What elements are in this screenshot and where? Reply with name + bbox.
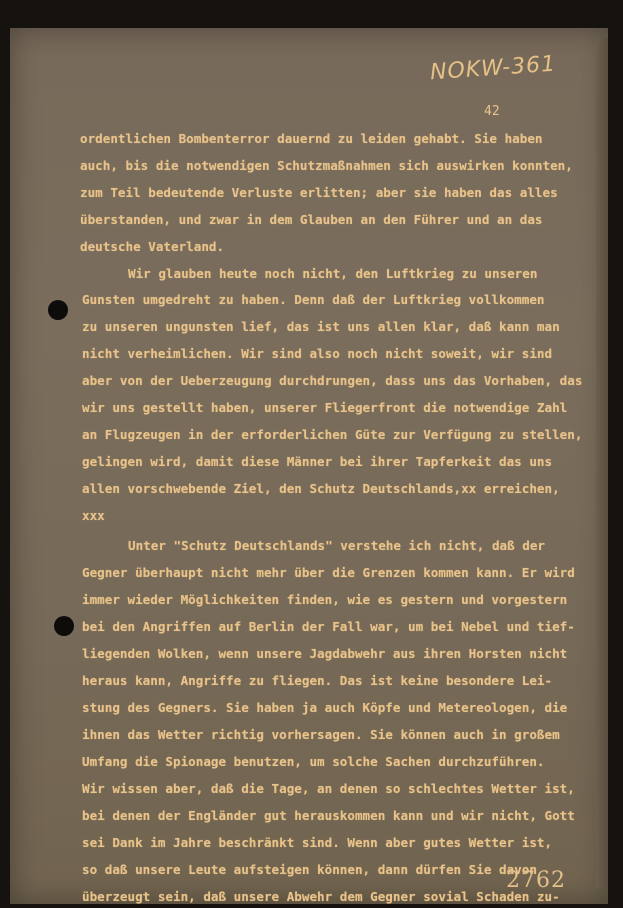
text-line: xxx	[82, 508, 105, 523]
document-reference-code: NOKW-361	[429, 51, 557, 86]
text-line: heraus kann, Angriffe zu fliegen. Das ist keine besondere Lei-	[82, 673, 553, 688]
text-line: bei den Angriffen auf Berlin der Fall war, um bei Nebel und tief-	[82, 619, 575, 634]
text-line: so daß unsere Leute aufsteigen können, dann dürfen Sie davon	[82, 862, 537, 877]
text-line: ordentlichen Bombenterror dauernd zu leiden gehabt. Sie haben	[80, 131, 543, 146]
text-line: Unter "Schutz Deutschlands" verstehe ich nicht, daß der	[128, 538, 546, 553]
text-line: Wir wissen aber, daß die Tage, an denen so schlechtes Wetter ist,	[82, 781, 575, 796]
document-body	[10, 28, 608, 904]
text-line: allen vorschwebende Ziel, den Schutz Deutschlands,xx erreichen,	[82, 481, 560, 496]
text-line: Gegner überhaupt nicht mehr über die Grenzen kommen kann. Er wird	[82, 565, 575, 580]
text-line: stung des Gegners. Sie haben ja auch Köpfe und Metereologen, die	[82, 700, 568, 715]
text-line: nicht verheimlichen. Wir sind also noch nicht soweit, wir sind	[82, 346, 553, 361]
archive-stamp-number: 2762	[506, 868, 566, 893]
page-number: 42	[484, 104, 500, 119]
text-line: liegenden Wolken, wenn unsere Jagdabwehr aus ihren Horsten nicht	[82, 646, 568, 661]
document-page	[10, 28, 608, 904]
text-line: Umfang die Spionage benutzen, um solche Sachen durchzuführen.	[82, 754, 545, 769]
text-line: bei denen der Engländer gut herauskommen kann und wir nicht, Gott	[82, 808, 575, 823]
text-line: Wir glauben heute noch nicht, den Luftkrieg zu unseren	[128, 266, 538, 281]
text-line: sei Dank im Jahre beschränkt sind. Wenn aber gutes Wetter ist,	[82, 835, 553, 850]
text-line: wir uns gestellt haben, unserer Fliegerfront die notwendige Zahl	[82, 400, 568, 415]
text-line: zu unseren ungunsten lief, das ist uns allen klar, daß kann man	[82, 319, 560, 334]
text-line: gelingen wird, damit diese Männer bei ihrer Tapferkeit das uns	[82, 454, 553, 469]
text-line: überzeugt sein, daß unsere Abwehr dem Gegner sovial Schaden zu-	[82, 889, 560, 904]
text-line: ihnen das Wetter richtig vorhersagen. Sie können auch in großem	[82, 727, 560, 742]
text-line: auch, bis die notwendigen Schutzmaßnahmen sich auswirken konnten,	[80, 158, 573, 173]
text-line: aber von der Ueberzeugung durchdrungen, dass uns das Vorhaben, das	[82, 373, 583, 388]
text-line: Gunsten umgedreht zu haben. Denn daß der Luftkrieg vollkommen	[82, 292, 545, 307]
text-line: immer wieder Möglichkeiten finden, wie es gestern und vorgestern	[82, 592, 568, 607]
text-line: zum Teil bedeutende Verluste erlitten; aber sie haben das alles	[80, 185, 558, 200]
text-line: an Flugzeugen in der erforderlichen Güte zur Verfügung zu stellen,	[82, 427, 583, 442]
text-line: überstanden, und zwar in dem Glauben an den Führer und an das	[80, 212, 543, 227]
text-line: deutsche Vaterland.	[80, 239, 225, 254]
